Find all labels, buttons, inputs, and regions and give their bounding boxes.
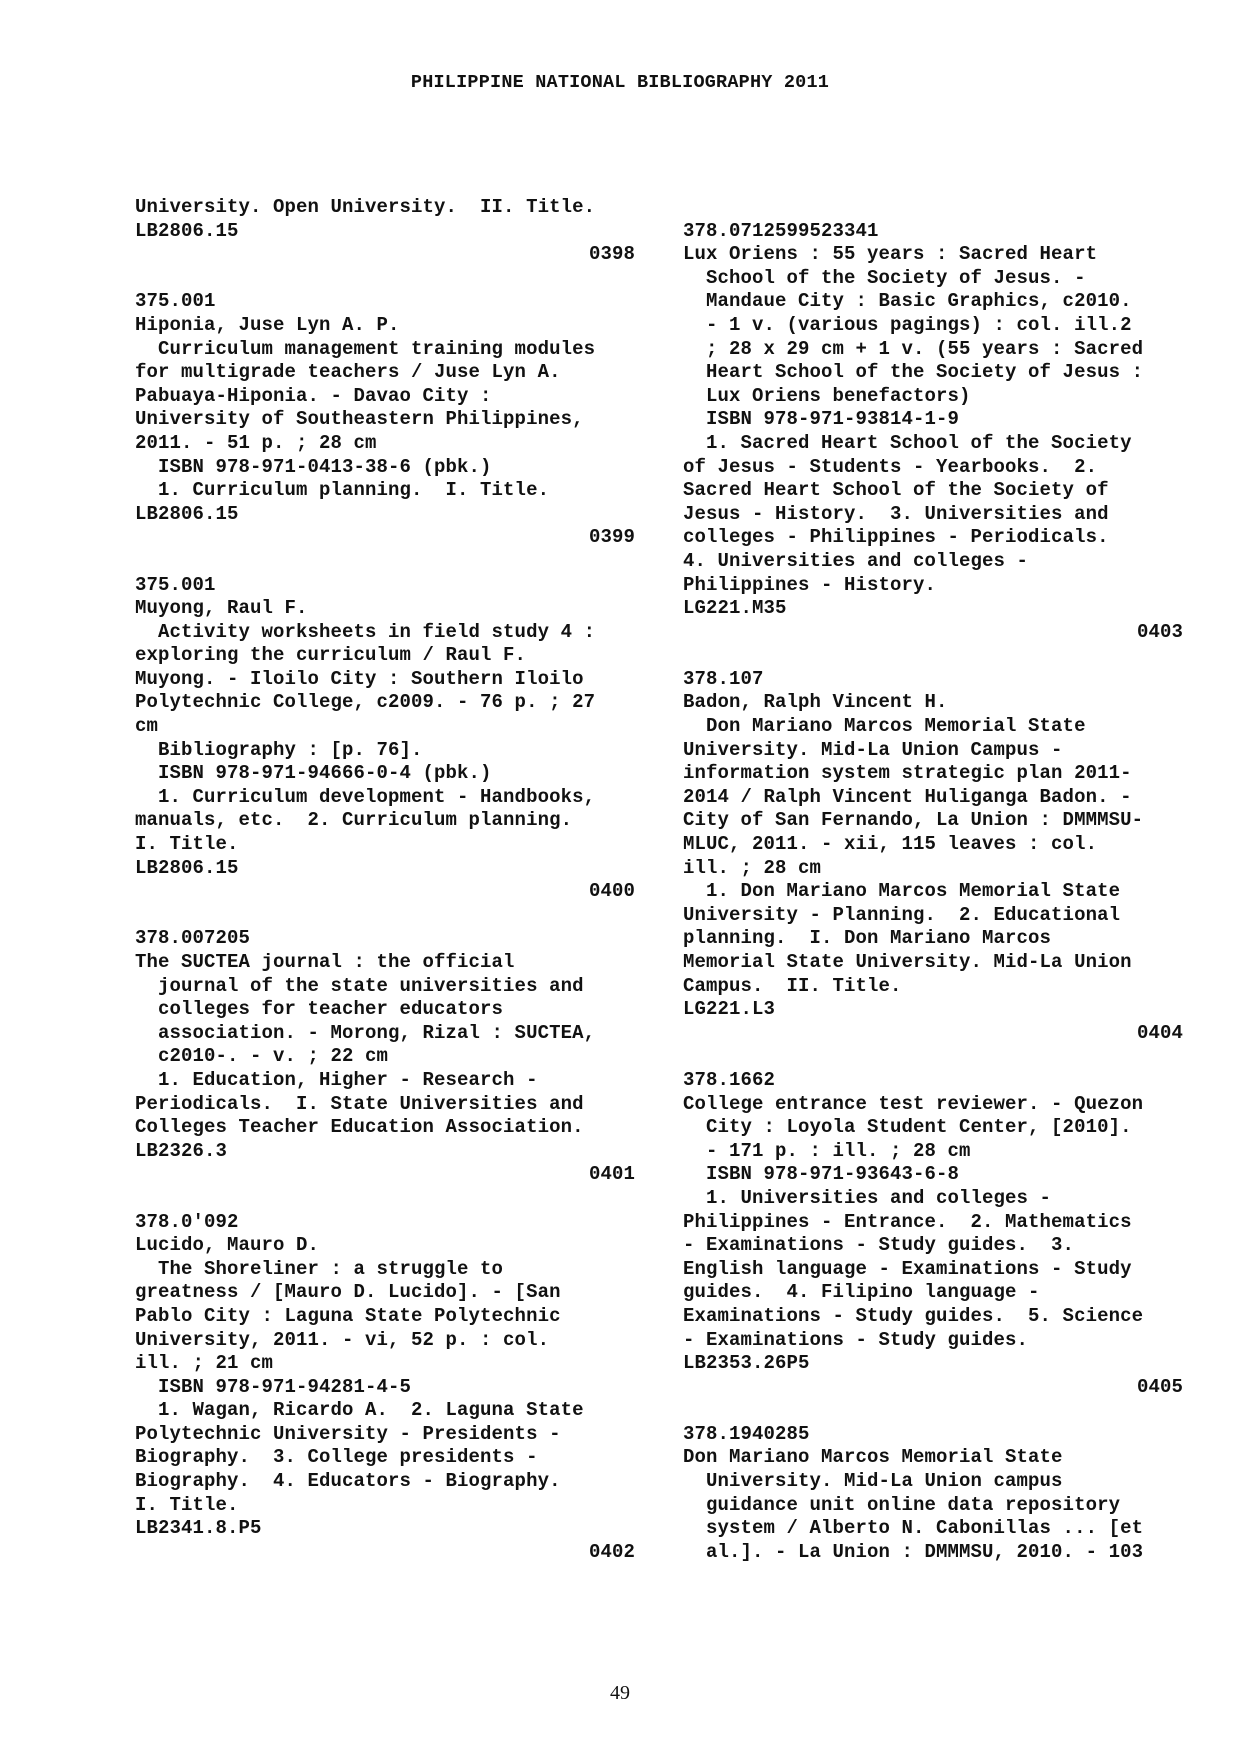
text-line: Pabuaya-Hiponia. - Davao City : [135,384,492,407]
text-line: - 1 v. (various pagings) : col. ill.2 [683,313,1132,336]
blank-line [135,267,635,291]
text-line: 1. Curriculum planning. I. Title. [135,479,550,502]
text-line: University. Mid-La Union campus [683,1470,1063,1493]
text-line: LB2806.15 [135,856,239,879]
entry-number: 0399 [588,526,635,549]
text-line: ISBN 978-971-94281-4-5 [135,1375,412,1398]
blank-line [683,644,1183,668]
entry-number: 0403 [1136,620,1183,643]
text-line: of Jesus - Students - Yearbooks. 2. [683,455,1098,478]
text-line: guidance unit online data repository [683,1493,1121,1516]
text-line: Heart School of the Society of Jesus : [683,361,1144,384]
text-line: Don Mariano Marcos Memorial State [683,715,1086,738]
text-line: 378.0'092 [135,1210,239,1233]
blank-line [683,1399,1183,1423]
right-column [683,196,1183,1564]
text-line: Curriculum management training modules [135,337,596,360]
text-line: 1. Sacred Heart School of the Society [683,431,1132,454]
entry-number: 0402 [588,1540,635,1563]
entry-number: 0404 [1136,1021,1183,1044]
text-line: Pablo City : Laguna State Polytechnic [135,1304,561,1327]
text-line: Activity worksheets in field study 4 : [135,620,596,643]
text-line: Philippines - Entrance. 2. Mathematics [683,1210,1132,1233]
entry-number: 0398 [588,243,635,266]
text-line: ISBN 978-971-93643-6-8 [683,1163,960,1186]
text-line: colleges for teacher educators [135,998,504,1021]
text-line: MLUC, 2011. - xii, 115 leaves : col. [683,833,1098,856]
text-line: 378.1940285 [683,1422,810,1445]
text-line: Polytechnic College, c2009. - 76 p. ; 27 [135,691,596,714]
text-line: 4. Universities and colleges - [683,549,1029,572]
text-line: ISBN 978-971-94666-0-4 (pbk.) [135,762,492,785]
text-line: Campus. II. Title. [683,974,902,997]
text-line: Memorial State University. Mid-La Union [683,951,1132,973]
text-line: Lux Oriens : 55 years : Sacred Heart [683,243,1098,266]
text-line: Muyong, Raul F. [135,597,308,620]
text-line: 378.007205 [135,927,251,950]
text-line: Lucido, Mauro D. [135,1234,320,1257]
text-line: LB2806.15 [135,502,239,525]
text-line: Jesus - History. 3. Universities and [683,502,1109,525]
left-column [135,196,635,1564]
text-line: College entrance test reviewer. - Quezon [683,1092,1144,1115]
entry-number: 0405 [1136,1375,1183,1398]
text-line: c2010-. - v. ; 22 cm [135,1045,389,1068]
text-line: information system strategic plan 2011- [683,762,1132,785]
text-line: greatness / [Mauro D. Lucido]. - [San [135,1281,561,1304]
text-line: University of Southeastern Philippines, [135,408,584,431]
text-line: ill. ; 28 cm [683,856,822,879]
text-line: 378.1662 [683,1068,776,1091]
text-line: LB2353.26P5 [683,1352,810,1375]
blank-line [135,904,635,928]
text-line: Lux Oriens benefactors) [683,384,971,407]
blank-line [135,1187,635,1211]
text-line: association. - Morong, Rizal : SUCTEA, [135,1021,596,1044]
text-line: - Examinations - Study guides. [683,1328,1029,1351]
text-line: 1. Education, Higher - Research - [135,1068,538,1091]
entry-number: 0401 [588,1163,635,1186]
text-line: Periodicals. I. State Universities and [135,1092,584,1115]
text-line: 1. Wagan, Ricardo A. 2. Laguna State [135,1399,584,1422]
text-line: English language - Examinations - Study [683,1257,1132,1280]
text-line: Muyong. - Iloilo City : Southern Iloilo [135,667,584,690]
blank-line [135,550,635,574]
text-line: 375.001 [135,573,216,596]
text-line: LG221.M35 [683,597,787,620]
blank-line [683,1045,1183,1069]
text-line: University - Planning. 2. Educational [683,903,1121,926]
text-line: al.]. - La Union : DMMMSU, 2010. - 103 [683,1540,1144,1563]
text-line: City of San Fernando, La Union : DMMMSU- [683,809,1144,832]
text-line: manuals, etc. 2. Curriculum planning. [135,809,573,832]
text-line: LB2326.3 [135,1139,228,1162]
text-line: ill. ; 21 cm [135,1352,274,1375]
text-line: The SUCTEA journal : the official [135,951,515,973]
text-line: Philippines - History. [683,573,937,596]
text-line: - Examinations - Study guides. 3. [683,1234,1075,1257]
text-line: exploring the curriculum / Raul F. [135,644,527,667]
text-line: School of the Society of Jesus. - [683,266,1086,289]
text-line: ; 28 x 29 cm + 1 v. (55 years : Sacred [683,337,1144,360]
text-line: 378.107 [683,667,764,690]
page-header: PHILIPPINE NATIONAL BIBLIOGRAPHY 2011 [410,72,830,93]
text-line: Bibliography : [p. 76]. [135,738,423,761]
text-line: I. Title. [135,833,239,856]
text-line: Sacred Heart School of the Society of [683,479,1109,502]
text-line: 1. Universities and colleges - [683,1186,1052,1209]
text-line: ISBN 978-971-0413-38-6 (pbk.) [135,455,492,478]
entry-number: 0400 [588,880,635,903]
text-line: 1. Curriculum development - Handbooks, [135,785,596,808]
text-line: Polytechnic University - Presidents - [135,1422,561,1445]
text-line: - 171 p. : ill. ; 28 cm [683,1139,971,1162]
text-line: colleges - Philippines - Periodicals. [683,526,1109,549]
text-line: Hiponia, Juse Lyn A. P. [135,313,400,336]
text-line: 2014 / Ralph Vincent Huliganga Badon. - [683,785,1132,808]
text-line: Don Mariano Marcos Memorial State [683,1446,1063,1469]
text-line: University. Mid-La Union Campus - [683,738,1063,761]
text-line: City : Loyola Student Center, [2010]. [683,1116,1132,1139]
text-line: The Shoreliner : a struggle to [135,1257,504,1280]
text-line: for multigrade teachers / Juse Lyn A. [135,361,561,384]
text-line: LG221.L3 [683,998,776,1021]
text-line: Biography. 4. Educators - Biography. [135,1470,561,1493]
text-line: planning. I. Don Mariano Marcos [683,927,1052,950]
text-line: 375.001 [135,290,216,313]
text-line: Mandaue City : Basic Graphics, c2010. [683,290,1132,313]
text-line: Colleges Teacher Education Association. [135,1116,584,1139]
text-line: journal of the state universities and [135,974,584,997]
text-line: 378.0712599523341 [683,219,879,242]
text-line: 2011. - 51 p. ; 28 cm [135,431,377,454]
text-line: University. Open University. II. Title. [135,196,596,218]
text-line: I. Title. [135,1493,239,1516]
text-line: guides. 4. Filipino language - [683,1281,1040,1304]
text-line: Biography. 3. College presidents - [135,1446,538,1469]
text-line: system / Alberto N. Cabonillas ... [et [683,1517,1144,1540]
text-line: Examinations - Study guides. 5. Science [683,1304,1144,1327]
text-line: Badon, Ralph Vincent H. [683,691,948,714]
text-line: LB2341.8.P5 [135,1517,262,1540]
text-line: ISBN 978-971-93814-1-9 [683,408,960,431]
text-line: cm [135,715,159,738]
blank-line [683,196,1183,220]
page-number: 49 [610,1682,630,1704]
text-line: LB2806.15 [135,219,239,242]
text-line: University, 2011. - vi, 52 p. : col. [135,1328,550,1351]
text-line: 1. Don Mariano Marcos Memorial State [683,880,1121,903]
